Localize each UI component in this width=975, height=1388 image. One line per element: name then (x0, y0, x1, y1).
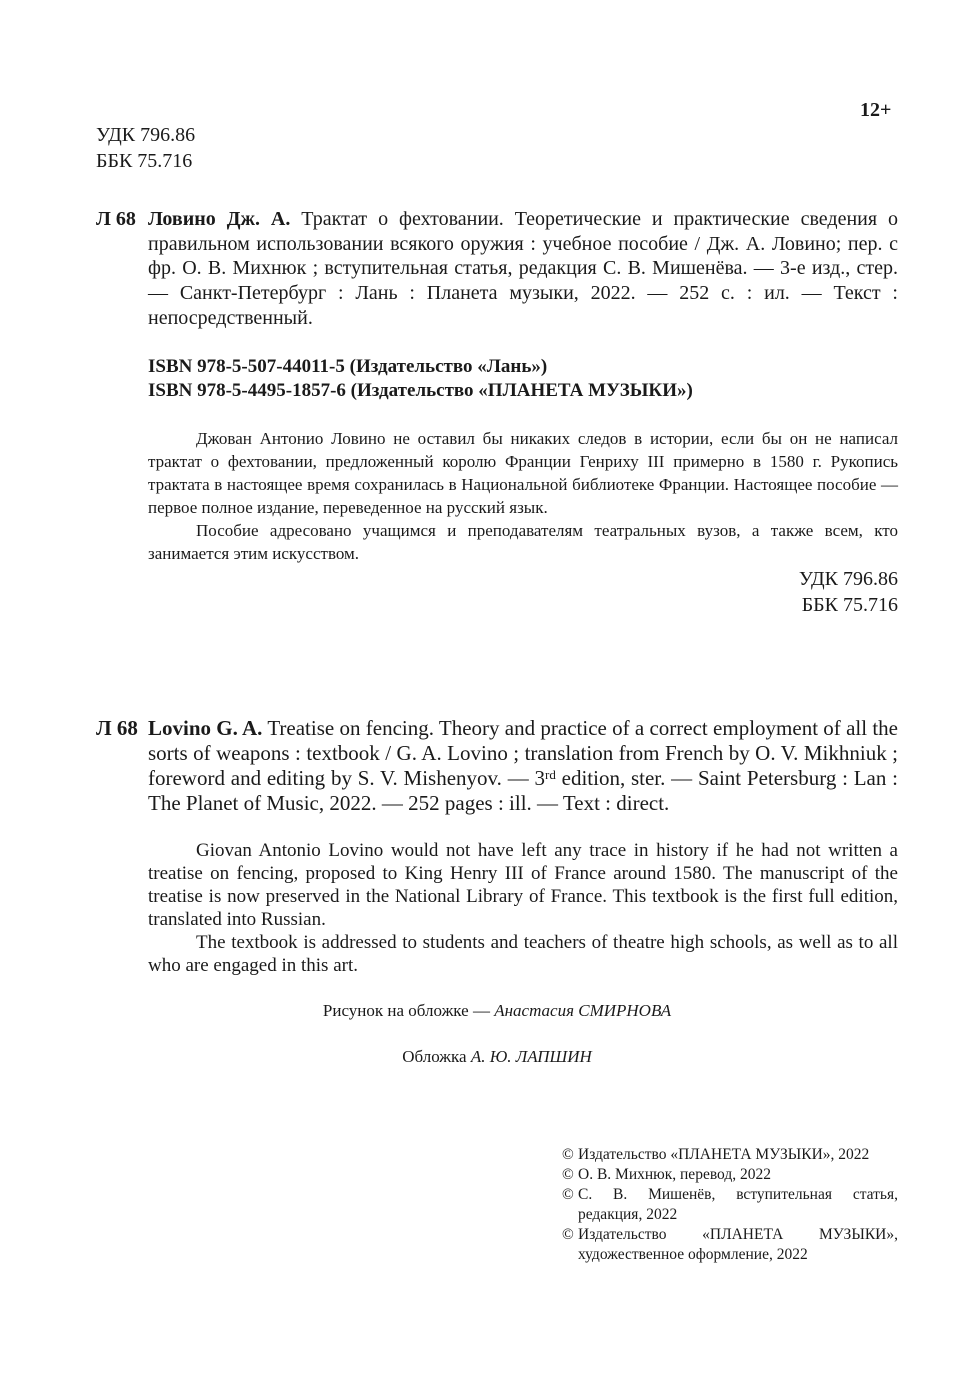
annotation-en (148, 839, 898, 977)
entry-body (148, 207, 898, 331)
copyright-text: Издательство «ПЛАНЕТА МУЗЫКИ», художественное оформление, 2022 (578, 1226, 898, 1263)
annotation-paragraph: The textbook is addressed to students and teachers of theatre high schools, as well as to all who are engaged in this art. (148, 932, 898, 976)
isbn-line: ISBN 978-5-4495-1857-6 (Издательство «ПЛАНЕТА МУЗЫКИ») (148, 380, 693, 401)
bibliographic-entry-en (96, 716, 898, 816)
credit-name: Анастасия СМИРНОВА (494, 1001, 672, 1020)
copyright-text: С. В. Мишенёв, вступительная статья, редакция, 2022 (578, 1186, 898, 1223)
classification-codes-bottom (600, 566, 898, 618)
bbk-code: ББК 75.716 (96, 150, 193, 172)
copyright-symbol: © (562, 1186, 574, 1203)
isbn-line: ISBN 978-5-507-44011-5 (Издательство «Лань») (148, 356, 548, 377)
ordinal-suffix: rd (545, 767, 556, 782)
copyright-text: Издательство «ПЛАНЕТА МУЗЫКИ», 2022 (578, 1146, 870, 1163)
isbn-block (148, 355, 693, 403)
copyright-text: О. В. Михнюк, перевод, 2022 (578, 1166, 771, 1183)
copyright-line (562, 1185, 898, 1225)
annotation-ru (148, 427, 898, 565)
copyright-block (562, 1145, 898, 1265)
copyright-symbol: © (562, 1226, 574, 1243)
entry-text: Treatise on fencing. Theory and practice of a correct employment of all the sorts of weapons : textbook / G. A. Lovino ; translation from French by O. V. Mikhniuk ; foreword and editing by S. V. Mishenyov. — 3 (148, 716, 898, 790)
credit-label: Рисунок на обложке — (322, 1001, 490, 1020)
credit-name: А. Ю. ЛАПШИН (470, 1047, 592, 1066)
annotation-paragraph: Джован Антонио Ловино не оставил бы никаких следов в истории, если бы он не написал трактат о фехтовании, предложенный королю Франции Генриху III примерно в 1580 г. Рукопись трактата в настоящее время сохранилась в Национальной библиотеке Франции. Настоящее пособие — первое полное издание, переведенное на русский язык. (148, 429, 898, 517)
copyright-line (562, 1225, 898, 1265)
copyright-line (562, 1145, 898, 1165)
entry-text-continued: edition, ster. — Saint Petersburg : Lan : The Planet of Music, 2022. — 252 pages : ill. — Text : direct. (148, 766, 898, 815)
annotation-paragraph: Giovan Antonio Lovino would not have left any trace in history if he had not written a treatise on fencing, proposed to King Henry III of France around 1580. The manuscript of the treatise is now preserved in the National Library of France. This textbook is the first full edition, translated into Russian. (148, 840, 898, 930)
cover-design-credit (96, 1047, 898, 1067)
udk-code: УДК 796.86 (798, 568, 898, 590)
annotation-paragraph: Пособие адресовано учащимся и преподавателям театральных вузов, а также всем, кто занимается этим искусством. (148, 521, 898, 563)
copyright-symbol: © (562, 1166, 574, 1183)
age-rating: 12+ (860, 99, 892, 121)
author-mark: Л 68 (96, 716, 138, 740)
entry-author: Lovino G. A. (148, 716, 263, 740)
credit-label: Обложка (402, 1047, 467, 1066)
udk-code: УДК 796.86 (96, 124, 196, 146)
copyright-symbol: © (562, 1146, 574, 1163)
entry-author: Ловино Дж. А. (148, 208, 291, 230)
bibliographic-entry-ru (96, 207, 898, 331)
bbk-code: ББК 75.716 (801, 594, 898, 616)
author-mark: Л 68 (96, 208, 136, 230)
cover-illustration-credit (96, 1001, 898, 1021)
classification-codes-top (96, 122, 195, 174)
copyright-line (562, 1165, 898, 1185)
entry-body (148, 716, 898, 816)
entry-text: Трактат о фехтовании. Теоретические и практические сведения о правильном использовании всякого оружия : учебное пособие / Дж. А. Ловино; пер. с фр. О. В. Михнюк ; вступительная статья, редакция С. В. Мишенёва. — 3-е изд., стер. — Санкт-Петербург : Лань : Планета музыки, 2022. — 252 с. : ил. — Текст : непосредственный. (148, 208, 898, 329)
